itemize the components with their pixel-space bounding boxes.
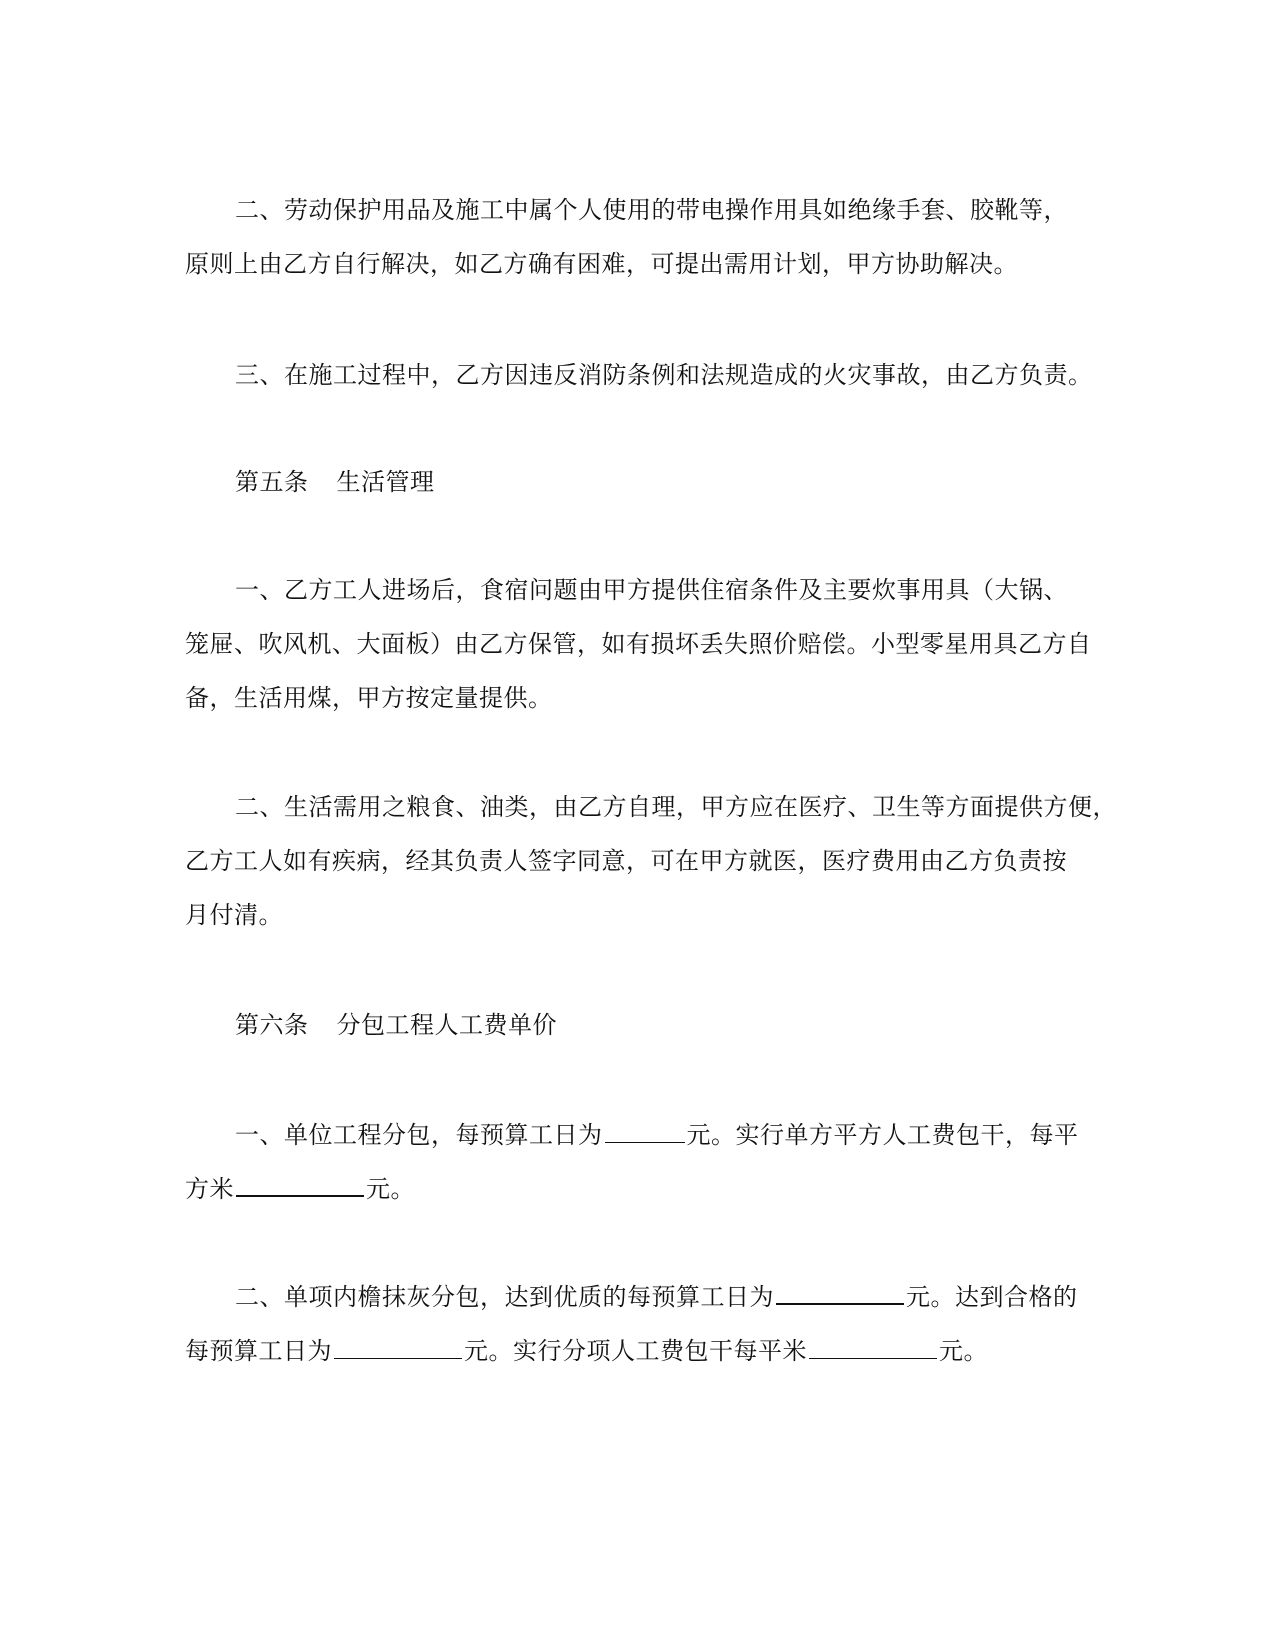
article-title: 分包工程人工费单价 — [336, 1011, 557, 1039]
article-heading-6 — [0, 998, 1275, 1052]
fill-in-blank — [605, 1122, 685, 1143]
paragraph-line: 三、在施工过程中，乙方因违反消防条例和法规造成的火灾事故，由乙方负责。 — [235, 361, 1093, 389]
paragraph-line: 一、乙方工人进场后，食宿问题由甲方提供住宿条件及主要炊事用具（大锅、 — [235, 576, 1068, 604]
paragraph-unit-subcontract — [0, 1108, 1275, 1216]
paragraph-text: 元。 — [366, 1175, 415, 1203]
paragraph-line: 笼屉、吹风机、大面板）由乙方保管，如有损坏丢失照价赔偿。小型零星用具乙方自 — [185, 630, 1092, 658]
paragraph-protective-equipment — [0, 183, 1275, 291]
article-title: 生活管理 — [336, 468, 435, 496]
paragraph-text: 方米 — [185, 1175, 234, 1203]
paragraph-line: 二、劳动保护用品及施工中属个人使用的带电操作用具如绝缘手套、胶靴等， — [235, 196, 1068, 224]
article-number: 第五条 — [235, 468, 309, 496]
paragraph-text: 每预算工日为 — [185, 1337, 332, 1365]
fill-in-blank — [334, 1338, 462, 1359]
paragraph-fire-responsibility — [0, 348, 1275, 402]
paragraph-text: 元。 — [939, 1337, 988, 1365]
fill-in-blank — [236, 1175, 364, 1197]
fill-in-blank — [776, 1283, 904, 1305]
paragraph-line: 乙方工人如有疾病，经其负责人签字同意，可在甲方就医，医疗费用由乙方负责按 — [185, 847, 1067, 875]
paragraph-text: 二、单项内檐抹灰分包，达到优质的每预算工日为 — [235, 1283, 774, 1311]
paragraph-line: 原则上由乙方自行解决，如乙方确有困难，可提出需用计划，甲方协助解决。 — [185, 250, 1018, 278]
paragraph-line: 月付清。 — [185, 901, 283, 929]
paragraph-food-medical — [0, 780, 1275, 942]
paragraph-plaster-subcontract — [0, 1270, 1275, 1378]
paragraph-text: 元。实行分项人工费包干每平米 — [464, 1337, 807, 1365]
paragraph-text: 元。达到合格的 — [906, 1283, 1078, 1311]
fill-in-blank — [809, 1338, 937, 1359]
paragraph-line: 备，生活用煤，甲方按定量提供。 — [185, 684, 553, 712]
paragraph-line: 二、生活需用之粮食、油类，由乙方自理，甲方应在医疗、卫生等方面提供方便， — [235, 793, 1117, 821]
article-heading-5 — [0, 455, 1275, 509]
paragraph-text: 元。实行单方平方人工费包干，每平 — [686, 1121, 1079, 1149]
paragraph-text: 一、单位工程分包，每预算工日为 — [235, 1121, 603, 1149]
article-number: 第六条 — [235, 1011, 309, 1039]
paragraph-lodging — [0, 563, 1275, 725]
